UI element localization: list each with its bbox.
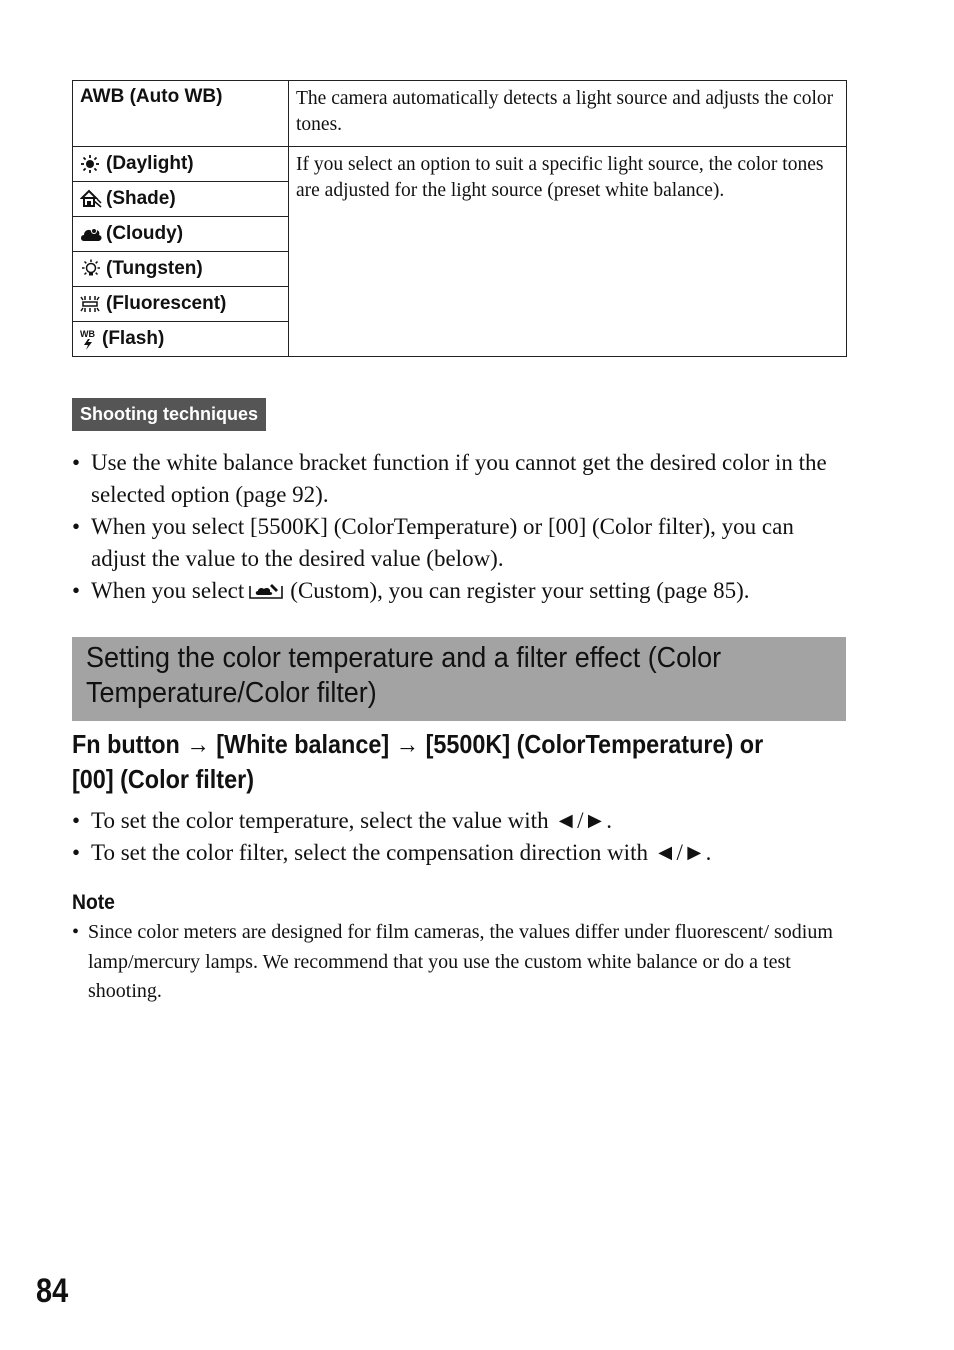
bullet: • (72, 450, 81, 475)
custom-wb-icon (248, 577, 284, 597)
preset-daylight (73, 147, 289, 182)
tip-text-before: When you select (91, 578, 245, 603)
shooting-tips-list (72, 447, 852, 607)
tip-text: Use the white balance bracket function if you cannot get the desired color in the selected option (page 92). (91, 450, 827, 507)
bullet: • (72, 921, 80, 943)
list-item (72, 837, 852, 869)
flash-wb-icon (80, 328, 98, 350)
instruction-text: To set the color temperature, select the value with ◄/►. (91, 808, 612, 833)
bullet: • (72, 808, 81, 833)
instruction-text: To set the color filter, select the compensation direction with ◄/►. (91, 840, 712, 865)
white-balance-table (72, 80, 847, 357)
menu-path-heading: Fn button → [White balance] → [5500K] (ColorTemperature) or [00] (Color filter) (72, 729, 764, 794)
bullet: • (72, 514, 81, 539)
table-row (73, 147, 847, 182)
section-title: Setting the color temperature and a filter effect (Color Temperature/Color filter) (86, 642, 722, 709)
preset-description: If you select an option to suit a specific light source, the color tones are adjusted for the light source (preset white balance). (289, 147, 847, 357)
preset-fluorescent (73, 287, 289, 322)
tip-text-after: (Custom), you can register your setting (page 85). (290, 578, 750, 603)
list-item (72, 918, 862, 1007)
note-text: Since color meters are designed for film cameras, the values differ under fluorescent/ sodium lamp/mercury lamps. We recommend that you use the custom white balance or do a test shooting. (88, 921, 833, 1002)
instruction-list (72, 805, 852, 869)
note-list (72, 918, 862, 1007)
auto-wb-label: AWB (Auto WB) (73, 81, 289, 147)
daylight-icon (80, 154, 102, 174)
preset-label: (Tungsten) (106, 258, 203, 279)
fluorescent-icon (80, 294, 102, 314)
list-item (72, 511, 852, 575)
preset-cloudy (73, 217, 289, 252)
svg-text:WB: WB (80, 328, 95, 339)
section-header-bar (72, 637, 846, 721)
table-row (73, 81, 847, 147)
bullet: • (72, 578, 81, 603)
bullet: • (72, 840, 81, 865)
list-item (72, 805, 852, 837)
preset-tungsten (73, 252, 289, 287)
preset-label: (Fluorescent) (106, 293, 227, 314)
auto-wb-description: The camera automatically detects a light source and adjusts the color tones. (289, 81, 847, 147)
page-number: 84 (36, 1272, 69, 1310)
shade-icon (80, 189, 102, 209)
preset-flash (73, 322, 289, 357)
preset-label: (Shade) (106, 188, 176, 209)
list-item (72, 447, 852, 511)
note-heading: Note (72, 891, 115, 914)
list-item (72, 575, 852, 607)
tungsten-icon (80, 259, 102, 279)
tip-text: When you select [5500K] (ColorTemperature) or [00] (Color filter), you can adjust the value to the desired value (below). (91, 514, 794, 571)
preset-label: (Daylight) (106, 153, 194, 174)
preset-label: (Cloudy) (106, 223, 184, 244)
cloudy-icon (80, 225, 102, 243)
shooting-techniques-label: Shooting techniques (72, 398, 266, 431)
preset-label: (Flash) (102, 328, 165, 349)
preset-shade (73, 182, 289, 217)
